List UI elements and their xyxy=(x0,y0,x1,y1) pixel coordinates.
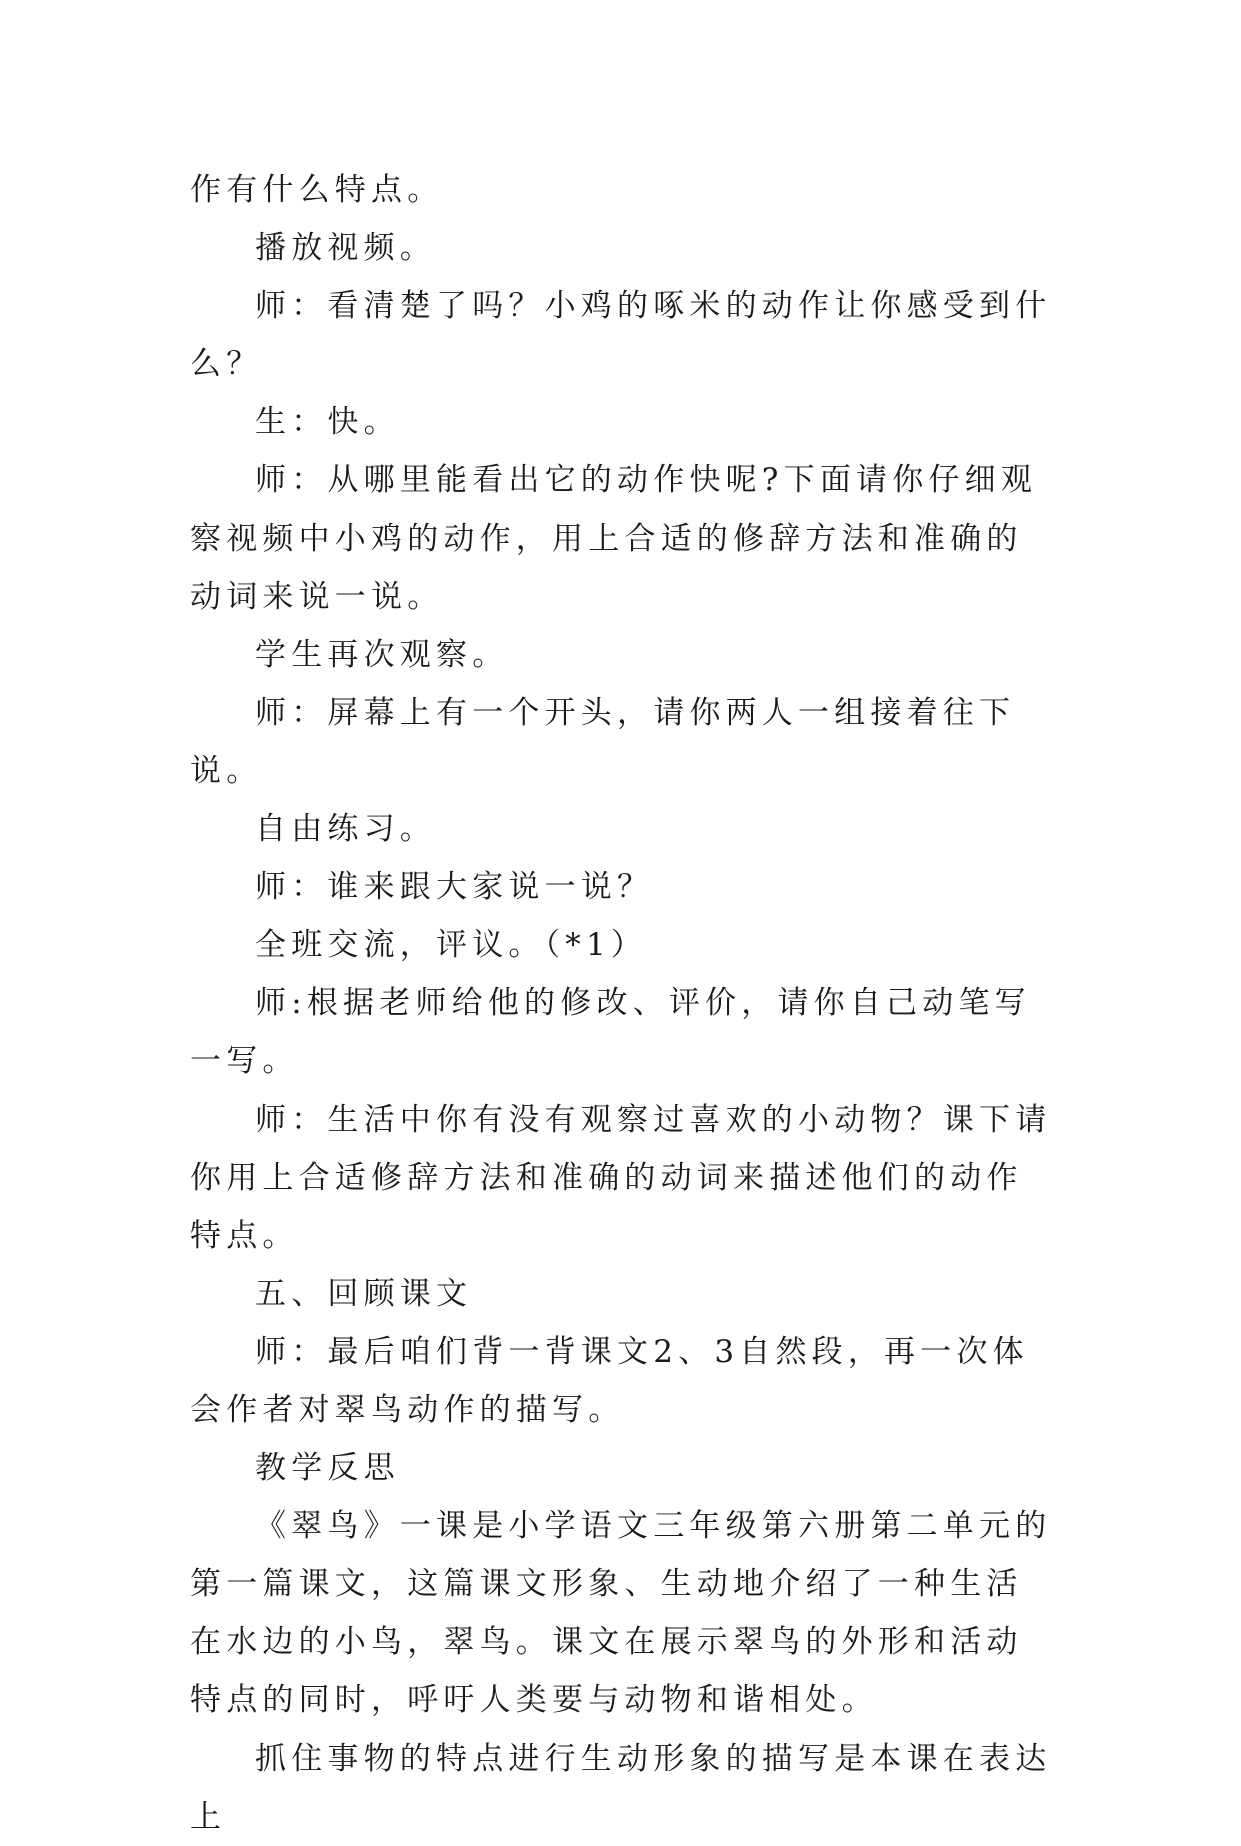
paragraph-continuation: 作有什么特点。 xyxy=(190,172,444,208)
paragraph-student-answer: 生：快。 xyxy=(255,404,400,441)
paragraph-reflection-focus: 抓住事物的特点进行生动形象的描写是本课在表达上 xyxy=(190,1740,1052,1835)
section-heading-review: 五、回顾课文 xyxy=(255,1275,473,1312)
paragraph-teacher-write: 师:根据老师给他的修改、评价，请你自己动笔写一写。 xyxy=(190,985,1031,1080)
paragraph-play-video: 播放视频。 xyxy=(255,230,436,267)
paragraph-teacher-pair-work: 师：屏幕上有一个开头，请你两人一组接着往下说。 xyxy=(190,694,1016,789)
section-heading-reflection: 教学反思 xyxy=(255,1450,400,1487)
paragraph-observe-again: 学生再次观察。 xyxy=(255,636,509,673)
paragraph-teacher-question-1: 师：看清楚了吗？小鸡的啄米的动作让你感受到什么？ xyxy=(190,288,1052,383)
paragraph-teacher-who: 师：谁来跟大家说一说？ xyxy=(255,869,654,906)
paragraph-free-practice: 自由练习。 xyxy=(255,811,436,848)
paragraph-teacher-homework: 师：生活中你有没有观察过喜欢的小动物？课下请你用上合适修辞方法和准确的动词来描述他们的动作特点。 xyxy=(190,1101,1052,1254)
document-body xyxy=(190,161,1056,1846)
paragraph-teacher-question-2: 师：从哪里能看出它的动作快呢?下面请你仔细观察视频中小鸡的动作，用上合适的修辞方法和准确的动词来说一说。 xyxy=(190,462,1038,615)
paragraph-teacher-recite: 师：最后咱们背一背课文2、3自然段，再一次体会作者对翠鸟动作的描写。 xyxy=(190,1333,1029,1428)
paragraph-reflection-intro: 《翠鸟》一课是小学语文三年级第六册第二单元的第一篇课文，这篇课文形象、生动地介绍了一种生活在水边的小鸟，翠鸟。课文在展示翠鸟的外形和活动特点的同时，呼吁人类要与动物和谐相处。 xyxy=(190,1508,1052,1719)
paragraph-class-discussion: 全班交流，评议。（*1） xyxy=(255,927,648,964)
